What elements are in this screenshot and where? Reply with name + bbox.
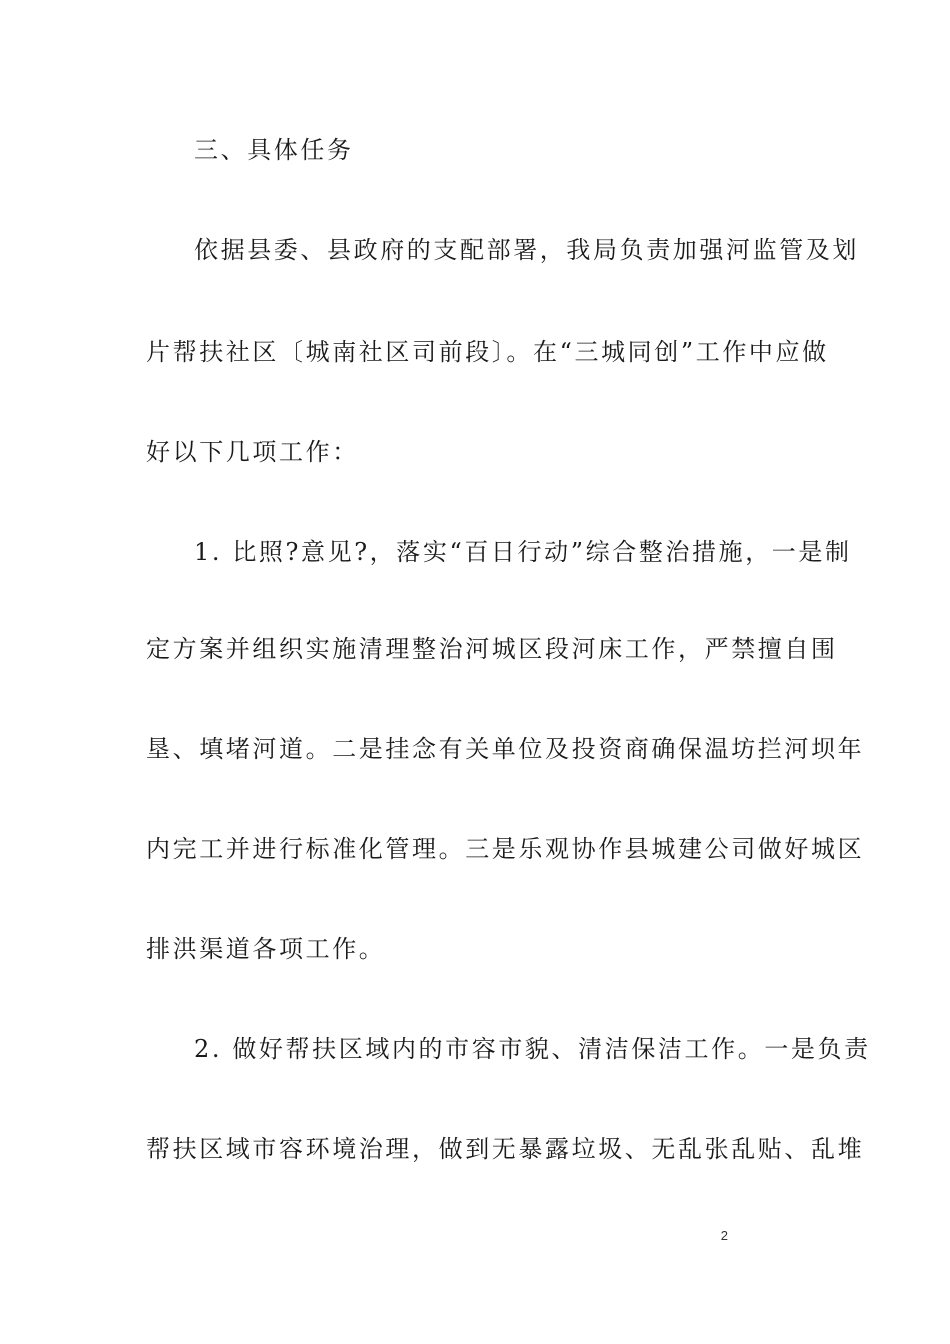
paragraph-2-line-3: 垦、填堵河道。二是挂念有关单位及投资商确保温坊拦河坝年 [146,735,865,763]
paragraph-2-line-4: 内完工并进行标准化管理。三是乐观协作县城建公司做好城区 [146,835,865,863]
paragraph-1-line-3: 好以下几项工作： [146,438,359,466]
paragraph-2-line-1: 1. 比照?意见?，落实“百日行动”综合整治措施，一是制 [194,538,852,566]
paragraph-3-line-1: 2. 做好帮扶区域内的市容市貌、清洁保洁工作。一是负责 [194,1035,871,1063]
page-number: 2 [720,1228,728,1243]
paragraph-1-line-1: 依据县委、县政府的支配部署，我局负责加强河监管及划 [194,236,859,264]
paragraph-2-line-5: 排洪渠道各项工作。 [146,935,386,963]
paragraph-1-line-2: 片帮扶社区〔城南社区司前段〕。在“三城同创”工作中应做 [146,338,829,366]
paragraph-2-line-2: 定方案并组织实施清理整治河城区段河床工作，严禁擅自围 [146,635,838,663]
section-heading: 三、具体任务 [194,136,354,164]
paragraph-3-line-2: 帮扶区域市容环境治理，做到无暴露垃圾、无乱张乱贴、乱堆 [146,1135,865,1163]
